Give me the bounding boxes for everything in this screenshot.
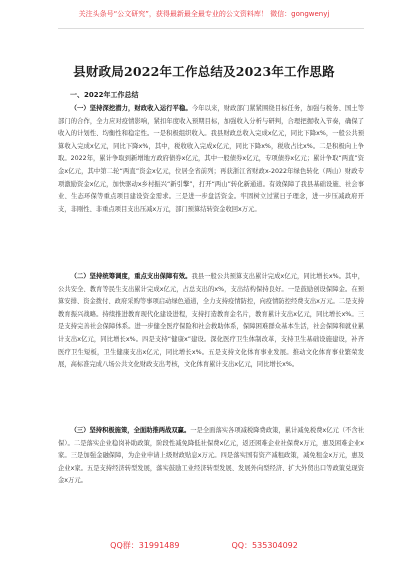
page-footer <box>0 541 408 551</box>
paragraph-body: 我县一般公共预算支出累计完成x亿元，同比增长x%。其中，公共安全、教育等民生支出累计完成x亿元，占总支出的x%，支出结构保持良好。一是鼓励创设保障金。在预算安排、资金拨付、政府采购等事项启动绿色通道，全力支持疫情防控，向疫情防控经费支出x万元。二是支持教育振兴战略。持续推进教育现代化建设进程，支持打造教育金名片，教育累计支出x亿元，同比增长x%。三是支持完善社会保障体系。进一步健全医疗保险和社会救助体系，保障困难群众基本生活，社会保障和就业累计支出x亿元，同比增长x%。四是支持“健康x”建设。深化医疗卫生体制改革，支持卫生基础设施建设，补齐医疗卫生短板，卫生健康支出x亿元，同比增长x%。五是支持文化体育事业发展。推动文化体育事业繁荣发展，高标准完成八场公共文化财政支出考核，文化体育累计支出x亿元，同比增长x%。 <box>58 273 365 369</box>
section-heading: 一、2022年工作总结 <box>70 91 139 99</box>
banner-text: 关注头条号“公文研究”，获得最新最全最专业的公文资料库！ <box>78 10 268 18</box>
banner-wechat: 微信：gongwenyj <box>270 10 330 18</box>
paragraph-body: 今年以来，财政部门紧紧围绕目标任务，加强与税务、国土等部门的合作，全力应对疫情影响，紧扣年度收入预期目标，加强收入分析与研判，合理把握收入节奏，确保了收入的计划性、均衡性和稳定性。一是积极组织收入。我县财政总收入完成x亿元，同比下降x%，一般公共预算收入完成x亿元，同比下降x%，其中，税收收入完成x亿元，同比下降x%，税收占比x%。二是积极向上争取。2022年，累计争取到新增地方政府债券x亿元，其中一般债券x亿元，专项债券x亿元；累计争取“两直”资金x亿元，其中第二轮“两直”资金x亿元，位居全省前列；再获浙江省财政x-2022年绿色转化（两山）财政专项激励资金x亿元，加快驱动x乡村振兴“新引擎”，打开“两山”转化新通道。有效保障了我县基础设施、社会事业、生态环保等重点项目建设资金需求。三是进一步盘活资金。牢固树立过紧日子理念，进一步压减政府开支，非刚性、非重点项目支出压减x万元，部门预算结转资金收回x万元。 <box>58 105 365 213</box>
footer-qq: QQ：535304092 <box>231 541 298 550</box>
document-title: 县财政局2022年工作总结及2023年工作思路 <box>73 64 335 79</box>
top-banner <box>0 10 408 19</box>
paragraph-lead: （三）坚持积极施策，全面助推两战双赢。 <box>70 427 191 434</box>
paragraph-lead: （一）坚持深挖潜力，财政收入运行平稳。 <box>70 105 192 112</box>
header-divider <box>58 28 364 29</box>
paragraph-body: 一是全面落实各项减税降费政策，累计减免税费x亿元（不含社保）。二是落实企业稳岗补助政策，阶段性减免降低社保费x亿元，返还困难企业社保费x万元，惠及困难企业x家。三是加强金融保障，为企业申请上级财政贴息x万元。四是落实国有资产减租政策，减免租金x万元，惠及企业x家。五是支持经济转型发展，落实鼓励工业经济转型发展、发展外向型经济、扩大外贸出口等政策兑现资金x万元。 <box>58 427 365 485</box>
paragraph-policy <box>58 425 364 488</box>
paragraph-expenditure <box>58 271 364 372</box>
paragraph-lead: （二）坚持统筹调度，重点支出保障有效。 <box>70 273 192 280</box>
footer-qq-group: QQ群：31991489 <box>110 541 180 550</box>
paragraph-revenue <box>58 103 364 216</box>
